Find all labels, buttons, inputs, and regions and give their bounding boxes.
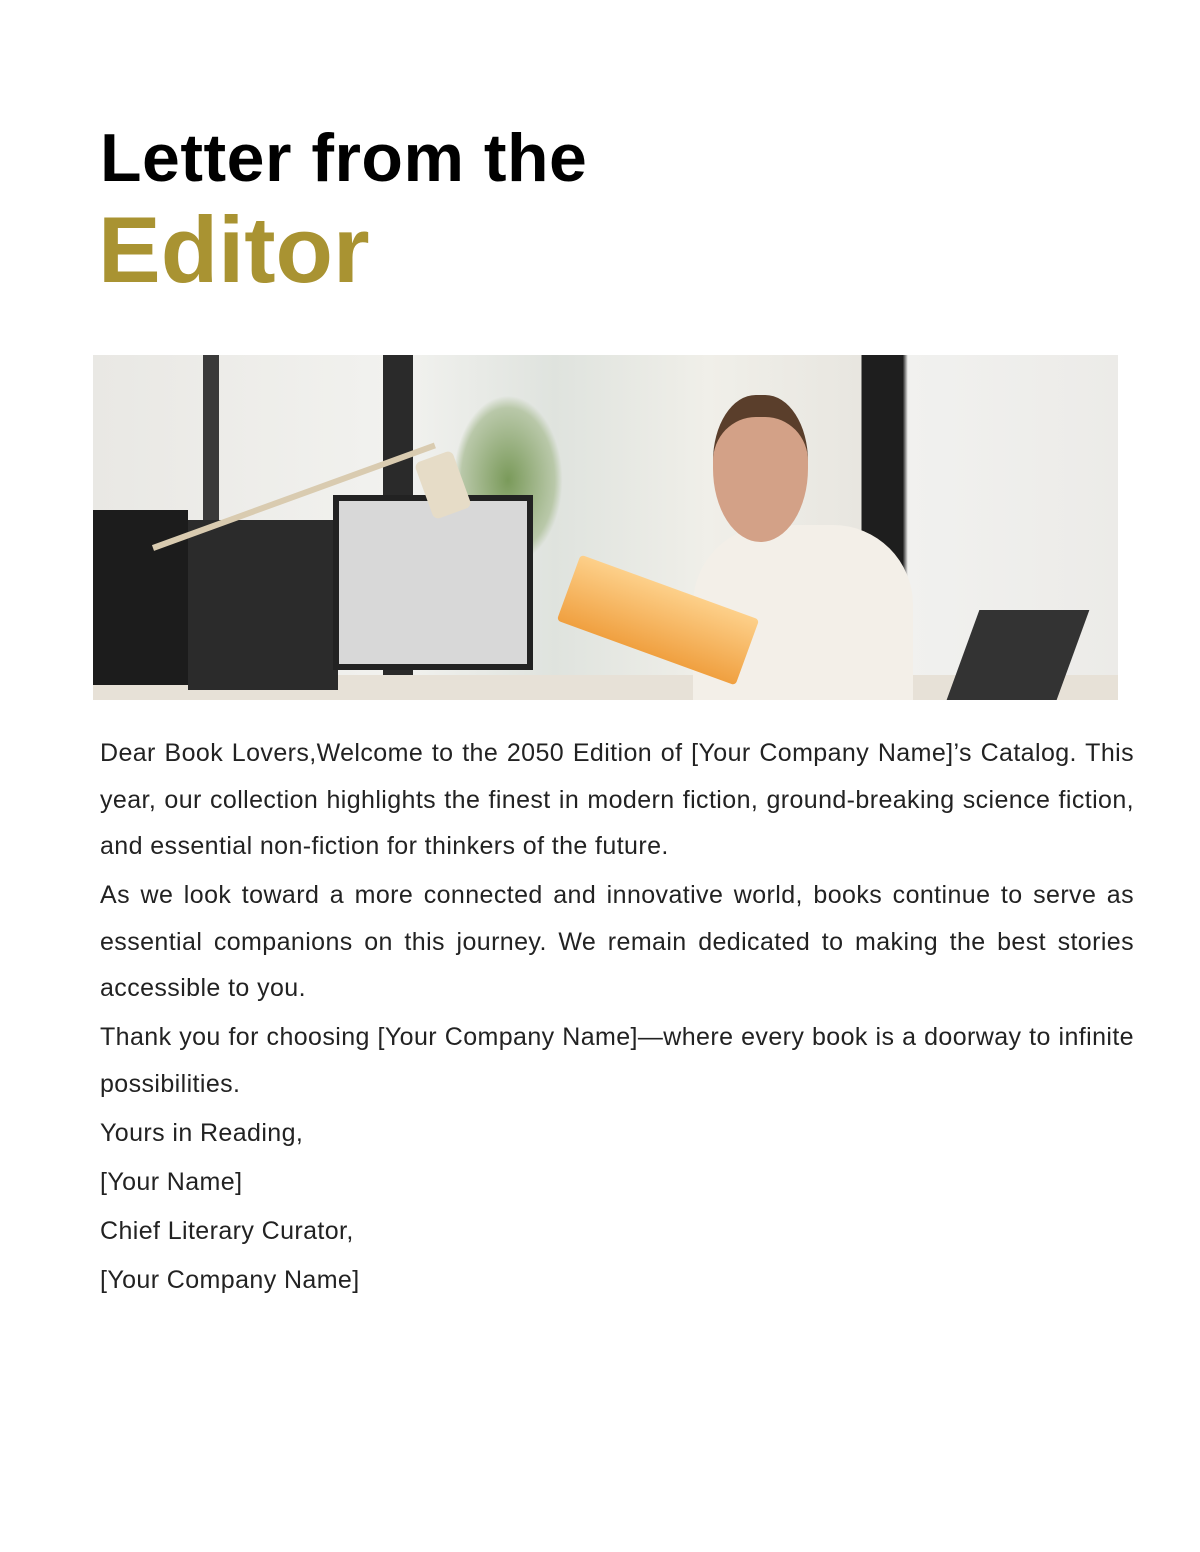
person-head [713,395,808,542]
monitor-back [188,520,338,690]
title-line-1: Letter from the [100,120,588,196]
title-line-2: Editor [98,197,370,302]
letter-paragraph: Thank you for choosing [Your Company Name]—where every book is a doorway to infinite possibilities. [100,1023,1134,1098]
letter-closing: Yours in Reading, [100,1118,304,1147]
signature-role: Chief Literary Curator, [100,1216,354,1245]
monitor-front [333,495,533,670]
editor-photo [93,355,1118,700]
signature-company: [Your Company Name] [100,1265,360,1294]
letter-paragraph: Dear Book Lovers,Welcome to the 2050 Edition of [Your Company Name]’s Catalog. This year, our collection highlights the finest in modern fiction, ground-breaking science fiction, and essential non-fiction for thinkers of the future. [100,739,1134,860]
letter-body [100,730,1134,1306]
letter-paragraph: As we look toward a more connected and innovative world, books continue to serve as essential companions on this journey. We remain dedicated to making the best stories accessible to you. [100,881,1134,1002]
signature-name: [Your Name] [100,1167,243,1196]
